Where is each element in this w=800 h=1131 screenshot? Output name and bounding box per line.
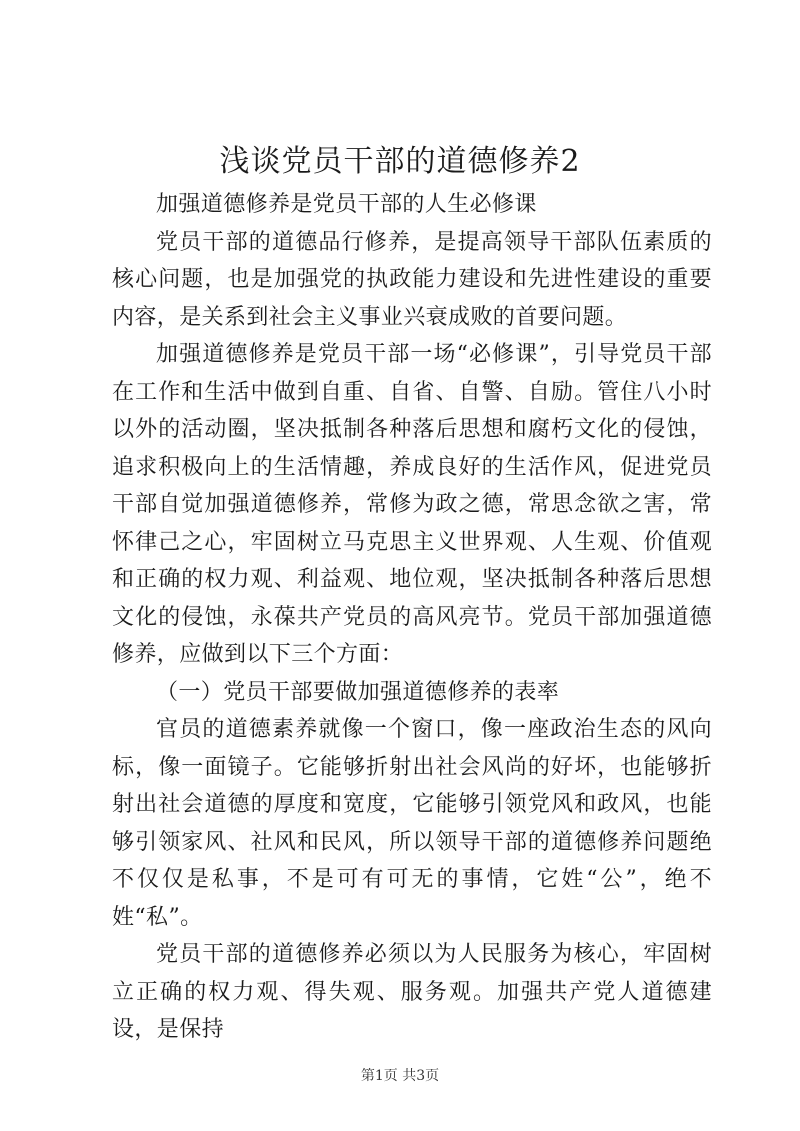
page-footer: 第1页 共3页 bbox=[360, 1068, 440, 1084]
paragraph: 党员干部的道德品行修养，是提高领导干部队伍素质的核心问题，也是加强党的执政能力建设和先进性建设的重要内容，是关系到社会主义事业兴衰成败的首要问题。 bbox=[112, 229, 712, 330]
paragraph: 官员的道德素养就像一个窗口，像一座政治生态的风向标，像一面镜子。它能够折射出社会风尚的好坏，也能够折射出社会道德的厚度和宽度，它能够引领党风和政风，也能够引领家风、社风和民风，所以领导干部的道德修养问题绝不仅仅是私事，不是可有可无的事情，它姓“公”，绝不姓“私”。 bbox=[112, 717, 712, 930]
paragraph: 加强道德修养是党员干部的人生必修课 bbox=[156, 192, 537, 217]
section-heading: （一）党员干部要做加强道德修养的表率 bbox=[156, 679, 560, 705]
document-body bbox=[112, 186, 712, 1049]
paragraph: 加强道德修养是党员干部一场“必修课”，引导党员干部在工作和生活中做到自重、自省、自警、自励。管住八小时以外的活动圈，坚决抵制各种落后思想和腐朽文化的侵蚀，追求积极向上的生活情趣，养成良好的生活作风，促进党员干部自觉加强道德修养，常修为政之德，常思念欲之害，常怀律己之心，牢固树立马克思主义世界观、人生观、价值观和正确的权力观、利益观、地位观，坚决抵制各种落后思想文化的侵蚀，永葆共产党员的高风亮节。党员干部加强道德修养，应做到以下三个方面： bbox=[112, 342, 712, 667]
document-title: 浅谈党员干部的道德修养2 bbox=[219, 144, 581, 179]
paragraph: 党员干部的道德修养必须以为人民服务为核心，牢固树立正确的权力观、得失观、服务观。加强共产党人道德建设，是保持 bbox=[112, 942, 712, 1042]
